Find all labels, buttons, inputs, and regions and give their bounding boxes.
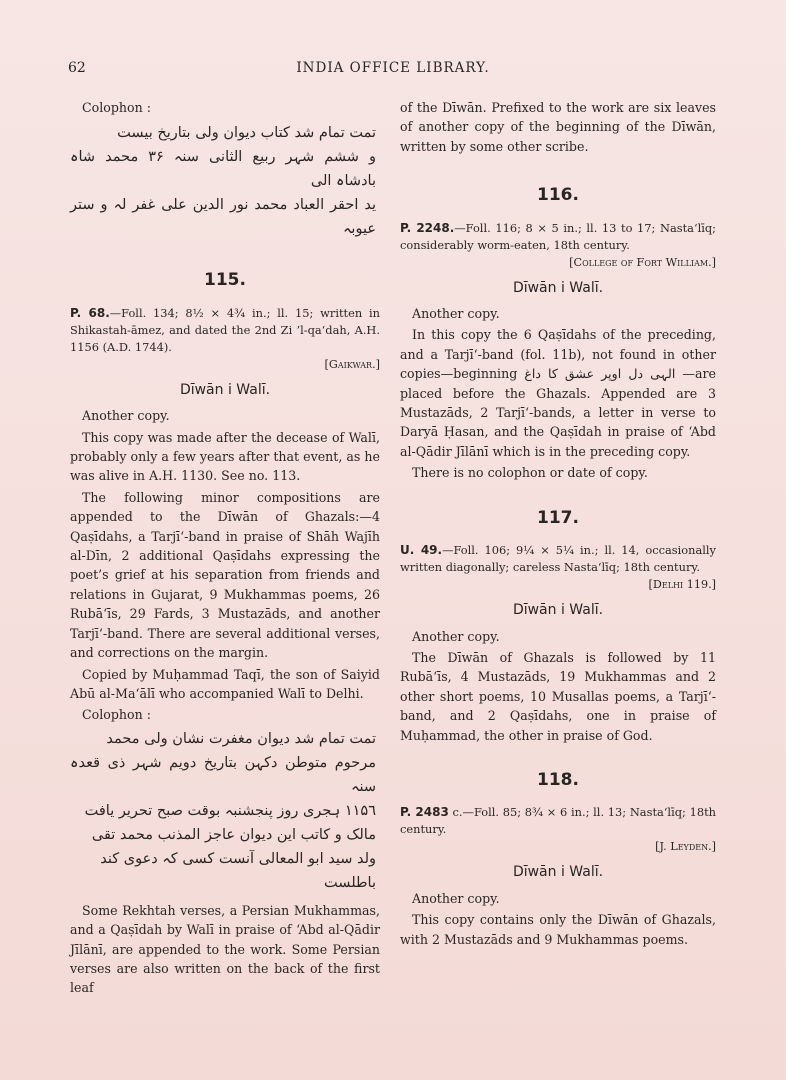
urdu-line: مرحوم متوطن دکہن بتاریخ دویم شہر ذی قعدہ سنہ xyxy=(70,754,376,795)
shelfmark: P. 68. xyxy=(70,305,110,320)
source-label: [Gaikwar.] xyxy=(324,357,380,371)
page-header xyxy=(0,60,786,80)
paragraph: There is no colophon or date of copy. xyxy=(412,465,648,481)
urdu-line: تمت تمام شد دیوان مغفرت نشان ولی محمد xyxy=(106,730,376,747)
urdu-line: ولد سید ابو المعالی آنست کسی کہ دعوی کند xyxy=(100,850,376,867)
left-column xyxy=(70,98,380,998)
urdu-line: مالک و کاتب این دیوان عاجز المذنب محمد تقی xyxy=(91,826,376,843)
paragraph: The following minor compositions are appended to the Dīwān of Ghazals:—4 Qaṣīdahs, a Tarjī‘-band in praise of Shāh Wajīh al-Dīn, 2 additional Qaṣīdahs expressing the poet’s grief at his separation from friends and relations in Gujarat, 9 Mukhammas poems, 26 Rubā‘īs, 29 Fards, 3 Mustazāds, and another Tarjī‘-band. There are several additional verses, and corrections on the margin. xyxy=(70,489,380,661)
paragraph: Some Rekhtah verses, a Persian Mukhammas, and a Qaṣīdah by Walī in praise of ‘Abd al-Qādir Jīlānī, are appended to the work. Some Persian verses are also written on the back of the first leaf xyxy=(70,902,380,996)
entry-meta xyxy=(400,542,716,576)
meta-text: —Foll. 106; 9¼ × 5¼ in.; ll. 14, occasionally written diagonally; careless Nasta‘līq; 18th century. xyxy=(400,543,716,575)
entry-number: 117. xyxy=(537,507,579,528)
urdu-line: ۱۱۵٦ ہجری روز پنجشنبہ بوقت صبح تحریر یافت xyxy=(84,802,376,819)
urdu-line: ید احقر العباد محمد نور الدین علی غفر لہ و ستر عیوبہ xyxy=(70,197,376,238)
shelfmark: P. 2248. xyxy=(400,220,455,235)
shelfmark: U. 49. xyxy=(400,543,443,558)
urdu-line: و ششم شہر ربیع الثانی سنہ ۳۶ محمد شاہ بادشاہ الی xyxy=(70,149,376,190)
urdu-colophon-2 xyxy=(70,727,380,895)
paragraph: Another copy. xyxy=(82,408,170,424)
urdu-colophon-1 xyxy=(70,121,380,241)
meta-text: —Foll. 116; 8 × 5 in.; ll. 13 to 17; Nasta‘līq; considerably worm-eaten, 18th century. xyxy=(400,220,716,252)
meta-text: c.—Foll. 85; 8¾ × 6 in.; ll. 13; Nasta‘līq; 18th century. xyxy=(400,805,716,837)
colophon-label: Colophon : xyxy=(82,707,151,723)
entry-number: 118. xyxy=(537,769,579,790)
paragraph: of the Dīwān. Prefixed to the work are six leaves of another copy of the beginning of the Dīwān, written by some other scribe. xyxy=(400,100,716,154)
colophon-label: Colophon : xyxy=(82,100,151,115)
entry-meta xyxy=(70,305,380,356)
shelfmark: P. 2483 xyxy=(400,805,449,820)
entry-number: 115. xyxy=(204,270,246,291)
paragraph: Another copy. xyxy=(412,628,500,644)
source-label: [Delhi 119.] xyxy=(648,578,716,592)
paragraph: Another copy. xyxy=(412,306,500,322)
right-column xyxy=(400,98,716,949)
meta-text: —Foll. 134; 8½ × 4¾ in.; ll. 15; written in Shikastah-āmez, and dated the 2nd Zi ’l-qa‘dah, A.H. 1156 (A.D. 1744). xyxy=(70,305,380,354)
entry-title: Dīwān i Walī. xyxy=(512,602,604,619)
entry-title: Dīwān i Walī. xyxy=(179,381,271,398)
entry-title: Dīwān i Walī. xyxy=(512,279,604,296)
paragraph: In this copy the 6 Qaṣīdahs of the preceding, and a Tarjī‘-band (fol. 11b), not found in other copies—beginning الہی دل اوپر عشق کا داغ —are placed before the Ghazals. Appended are 3 Mustazāds, 2 Tarjī‘-bands, a letter in verse to Daryā Ḥasan, and the Qaṣīdah in praise of ‘Abd al-Qādir Jīlānī which is in the preceding copy. xyxy=(400,327,716,459)
paragraph: This copy was made after the decease of Walī, probably only a few years after that event, as he was alive in A.H. 1130. See no. 113. xyxy=(70,429,380,484)
source-label: [J. Leyden.] xyxy=(655,840,716,854)
urdu-line: باطلست xyxy=(324,874,376,891)
source-label: [College of Fort William.] xyxy=(569,255,716,269)
paragraph: The Dīwān of Ghazals is followed by 11 Rubā‘īs, 4 Mustazāds, 19 Mukhammas and 2 other short poems, 10 Musallas poems, a Tarjī‘-band, and 2 Qaṣīdahs, one in praise of Muḥammad, the other in praise of God. xyxy=(400,649,716,743)
running-title: INDIA OFFICE LIBRARY. xyxy=(296,60,490,76)
entry-number: 116. xyxy=(537,185,579,206)
paragraph: Another copy. xyxy=(412,890,500,906)
paragraph: Copied by Muḥammad Taqī, the son of Saiyid Abū al-Ma‘ālī who accompanied Walī to Delhi. xyxy=(70,666,380,701)
urdu-line: تمت تمام شد کتاب دیوان ولی بتاریخ بیست xyxy=(117,125,376,142)
page-number: 62 xyxy=(68,60,86,76)
entry-meta xyxy=(400,220,716,254)
paragraph: This copy contains only the Dīwān of Ghazals, with 2 Mustazāds and 9 Mukhammas poems. xyxy=(400,912,716,947)
entry-title: Dīwān i Walī. xyxy=(512,864,604,881)
entry-meta xyxy=(400,804,716,838)
